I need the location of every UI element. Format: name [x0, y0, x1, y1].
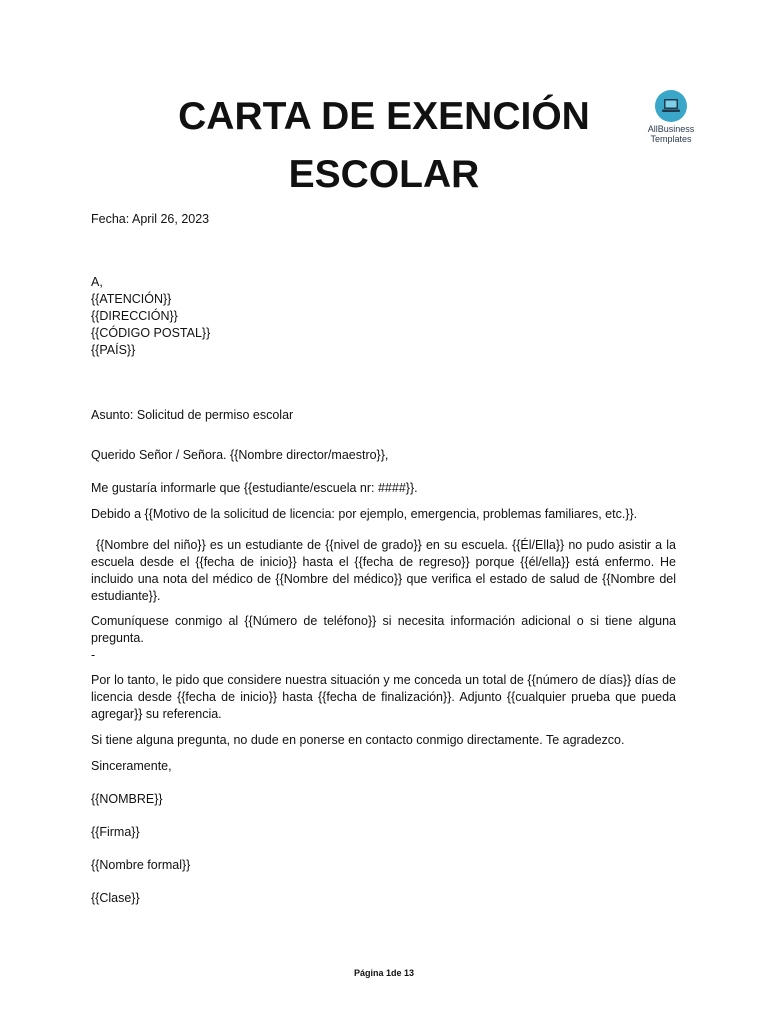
signature-field: {{Clase}}	[91, 891, 140, 905]
page-footer: Página 1de 13	[353, 968, 415, 978]
salutation: Querido Señor / Señora. {{Nombre director/maestro}},	[91, 448, 389, 462]
letter-body	[91, 211, 676, 907]
closing: Sinceramente,	[91, 759, 172, 773]
signature-field: {{NOMBRE}}	[91, 792, 163, 806]
paragraph: Debido a {{Motivo de la solicitud de licencia: por ejemplo, emergencia, problemas familiares, etc.}}.	[91, 507, 638, 521]
logo-line-1: AllBusiness	[647, 124, 695, 134]
paragraph: {{Nombre del niño}} es un estudiante de {{nivel de grado}} en su escuela. {{Él/Ella}} no pudo asistir a la escuela desde el {{fecha de inicio}} hasta el {{fecha de regreso}} porque {{él/ella}} está enfermo. He incluido una nota del médico de {{Nombre del médico}} que verifica el estado de salud de {{Nombre del estudiante}}.	[91, 538, 676, 603]
allbusiness-logo	[636, 90, 706, 144]
paragraph: Me gustaría informarle que {{estudiante/escuela nr: ####}}.	[91, 481, 418, 495]
title-line-2: ESCOLAR	[288, 153, 480, 196]
paragraph: Comuníquese conmigo al {{Número de teléfono}} si necesita información adicional o si tiene alguna pregunta.	[91, 614, 676, 645]
logo-line-2: Templates	[650, 134, 692, 144]
address-line: {{PAÍS}}	[91, 343, 136, 357]
document-title	[130, 88, 638, 204]
paragraph: Por lo tanto, le pido que considere nuestra situación y me conceda un total de {{número de días}} días de licencia desde {{fecha de inicio}} hasta {{fecha de finalización}}. Adjunto {{cualquier prueba que pueda agregar}} su referencia.	[91, 673, 676, 721]
address-line: {{DIRECCIÓN}}	[91, 309, 178, 323]
signature-field: {{Firma}}	[91, 825, 140, 839]
date-line: Fecha: April 26, 2023	[91, 212, 210, 226]
address-line: {{CÓDIGO POSTAL}}	[91, 326, 211, 340]
paragraph: Si tiene alguna pregunta, no dude en ponerse en contacto conmigo directamente. Te agradezco.	[91, 733, 625, 747]
laptop-icon	[655, 90, 687, 122]
paragraph-dash: -	[91, 648, 96, 662]
title-line-1: CARTA DE EXENCIÓN	[178, 95, 590, 138]
address-line: A,	[91, 275, 103, 289]
signature-field: {{Nombre formal}}	[91, 858, 191, 872]
address-line: {{ATENCIÓN}}	[91, 292, 172, 306]
address-block	[91, 274, 676, 359]
subject-line: Asunto: Solicitud de permiso escolar	[91, 408, 294, 422]
